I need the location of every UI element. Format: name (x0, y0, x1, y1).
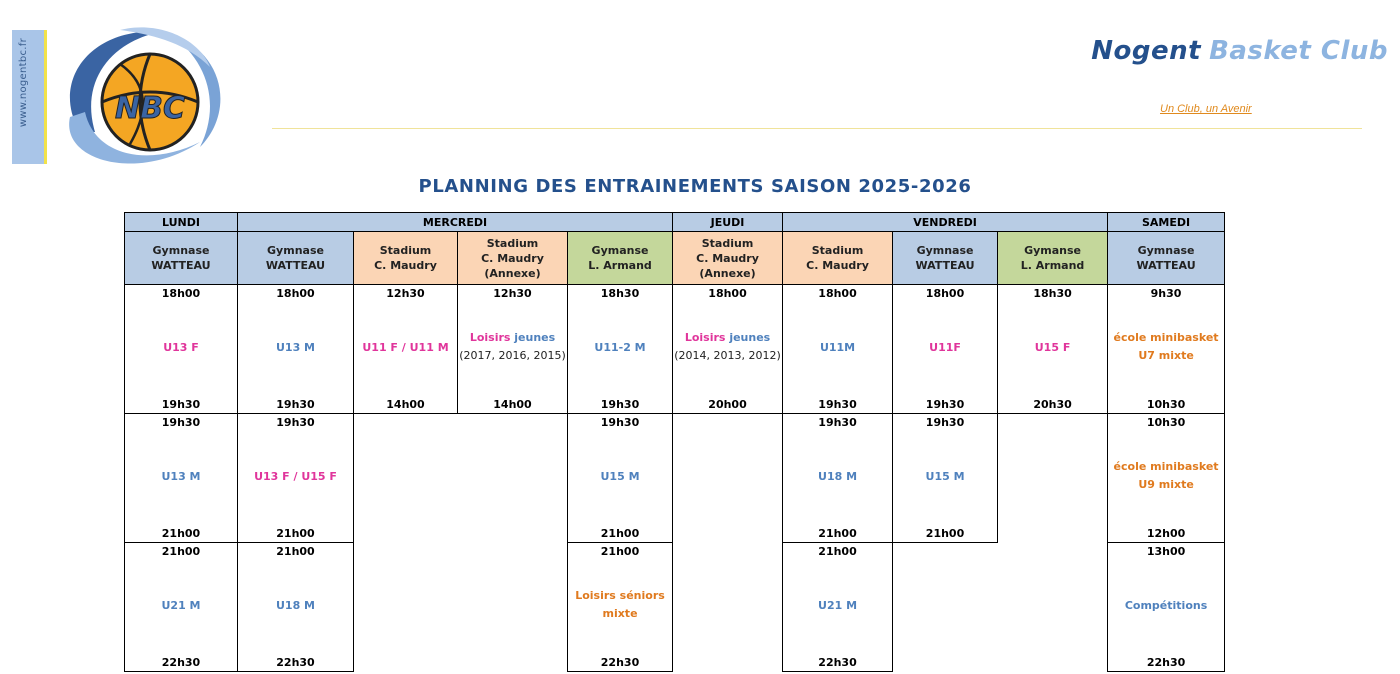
slot-team-label (568, 468, 672, 486)
training-slot (1108, 285, 1225, 414)
team-label-line: U11-2 M (594, 341, 646, 355)
day-lundi: LUNDI (125, 213, 238, 232)
slot-start-time: 19h30 (818, 416, 857, 429)
team-label-part: Loisirs (684, 331, 726, 345)
venue-header (354, 232, 458, 285)
team-label-line: Compétitions (1124, 599, 1208, 613)
team-label-line: U9 mixte (1138, 478, 1194, 492)
slot-team-label (1108, 329, 1224, 365)
slot-row (125, 414, 1225, 543)
club-name (1091, 36, 1388, 66)
team-label-part: jeunes (725, 331, 771, 345)
slot-team-label (125, 597, 237, 615)
slot-start-time: 18h00 (161, 287, 201, 300)
slot-end-time: 21h00 (600, 527, 640, 540)
slot-birth-years: (2017, 2016, 2015) (459, 349, 566, 363)
training-slot (1108, 414, 1225, 543)
slot-start-time: 21h00 (818, 545, 857, 558)
slot-start-time: 21h00 (161, 545, 201, 558)
venue-header (673, 232, 783, 285)
team-label-line: U13 M (275, 341, 315, 355)
venue-line: Stadium (486, 236, 539, 250)
empty-slot (458, 414, 568, 543)
venue-line: Stadium (811, 244, 864, 257)
header-divider (272, 128, 1362, 129)
empty-slot (354, 414, 458, 543)
slot-end-time: 20h00 (708, 398, 747, 411)
team-label-line: U13 F (163, 341, 199, 355)
slot-end-time: 21h00 (818, 527, 857, 540)
slot-start-time: 9h30 (1150, 287, 1182, 300)
venue-line: (Annexe) (699, 266, 756, 280)
slot-start-time: 12h30 (386, 287, 425, 300)
slot-team-label (238, 468, 353, 486)
venue-line: L. Armand (588, 259, 652, 272)
team-label-line: Loisirs séniors (575, 589, 665, 603)
slot-end-time: 14h00 (493, 398, 532, 411)
team-label-part: jeunes (510, 331, 556, 345)
slot-end-time: 12h00 (1146, 527, 1186, 540)
slot-team-label (568, 339, 672, 357)
empty-slot (998, 414, 1108, 543)
training-slot (998, 285, 1108, 414)
team-label-line: U13 M (161, 470, 201, 484)
venue-line: Stadium (701, 236, 754, 250)
team-label-line: U7 mixte (1138, 349, 1194, 363)
slot-team-label (783, 468, 892, 486)
slot-start-time: 18h00 (818, 287, 857, 300)
team-label-line: U18 M (275, 599, 315, 613)
slot-end-time: 22h30 (276, 656, 315, 669)
slot-team-label (893, 339, 997, 357)
slot-team-label (1108, 597, 1224, 615)
training-slot (568, 414, 673, 543)
venue-line: Stadium (379, 244, 432, 257)
slot-start-time: 21h00 (276, 545, 315, 558)
team-label-line: école minibasket (1113, 331, 1219, 345)
venue-line: Gymnase (267, 244, 324, 257)
club-name-part2: Basket Club (1209, 36, 1388, 66)
slot-team-label (238, 339, 353, 357)
slot-end-time: 22h30 (600, 656, 640, 669)
day-vendredi: VENDREDI (783, 213, 1108, 232)
empty-slot (673, 414, 783, 543)
slot-start-time: 12h30 (493, 287, 532, 300)
slot-start-time: 18h00 (925, 287, 965, 300)
team-label-line: U15 F (1034, 341, 1071, 355)
slot-team-label (354, 339, 457, 357)
team-label-line: U21 M (818, 599, 858, 613)
training-slot (238, 543, 354, 672)
venue-line: Gymanse (1024, 244, 1082, 257)
slot-team-label (125, 339, 237, 357)
nbc-logo (50, 22, 230, 170)
training-slot (458, 285, 568, 414)
venue-line: Gymanse (591, 244, 649, 257)
slot-start-time: 18h30 (600, 287, 640, 300)
venue-line: WATTEAU (915, 259, 975, 272)
empty-slot (893, 543, 998, 672)
slot-team-label (783, 339, 892, 357)
slot-end-time: 19h30 (161, 398, 201, 411)
venue-header (1108, 232, 1225, 285)
slot-start-time: 21h00 (600, 545, 640, 558)
slot-team-label (125, 468, 237, 486)
club-motto[interactable]: Un Club, un Avenir (1160, 103, 1252, 115)
slot-row (125, 543, 1225, 672)
venue-header (783, 232, 893, 285)
empty-slot (998, 543, 1108, 672)
slot-start-time: 19h30 (161, 416, 201, 429)
venue-line: Gymnase (152, 244, 210, 257)
slot-end-time: 19h30 (925, 398, 965, 411)
venue-line: WATTEAU (151, 259, 211, 272)
slot-team-label (458, 329, 567, 365)
venue-header (998, 232, 1108, 285)
venue-line: WATTEAU (1136, 259, 1196, 272)
venue-header (125, 232, 238, 285)
day-samedi: SAMEDI (1108, 213, 1225, 232)
venue-header (568, 232, 673, 285)
slot-end-time: 19h30 (276, 398, 315, 411)
team-label-line: U15 M (600, 470, 640, 484)
slot-end-time: 21h00 (925, 527, 965, 540)
team-label-part: Loisirs (469, 331, 511, 345)
empty-slot (458, 543, 568, 672)
training-slot (893, 285, 998, 414)
slot-start-time: 19h30 (276, 416, 315, 429)
venue-header (893, 232, 998, 285)
training-slot (673, 285, 783, 414)
slot-end-time: 20h30 (1033, 398, 1072, 411)
venue-line: (Annexe) (484, 266, 541, 280)
team-label-line: U11 F / U11 M (362, 341, 449, 355)
site-url: www.nogentbc.fr (18, 38, 29, 128)
training-slot (893, 414, 998, 543)
team-label-line: U21 M (161, 599, 201, 613)
training-slot (783, 414, 893, 543)
site-url-strip (12, 30, 47, 164)
venue-line: C. Maudry (806, 259, 869, 272)
training-slot (125, 414, 238, 543)
team-label-line: U11F (929, 341, 961, 355)
team-label-line: U11M (819, 341, 856, 355)
slot-start-time: 18h30 (1033, 287, 1072, 300)
slot-end-time: 19h30 (818, 398, 857, 411)
empty-slot (673, 543, 783, 672)
venue-line: Gymnase (916, 244, 974, 257)
training-slot (1108, 543, 1225, 672)
club-name-part1: Nogent (1091, 36, 1202, 66)
page-title: PLANNING DES ENTRAINEMENTS SAISON 2025-2026 (418, 176, 972, 197)
slot-birth-years: (2014, 2013, 2012) (674, 349, 781, 363)
slot-team-label (238, 597, 353, 615)
slot-end-time: 21h00 (161, 527, 201, 540)
training-slot (568, 543, 673, 672)
slot-row (125, 285, 1225, 414)
slot-team-label (1108, 458, 1224, 494)
slot-start-time: 19h30 (600, 416, 640, 429)
training-slot (125, 543, 238, 672)
slot-start-time: 10h30 (1146, 416, 1186, 429)
training-schedule-table (124, 212, 1225, 672)
slot-end-time: 22h30 (1146, 656, 1186, 669)
team-label-line: U15 M (925, 470, 965, 484)
day-header-row (125, 213, 1225, 232)
team-label-line: école minibasket (1113, 460, 1219, 474)
venue-line: L. Armand (1020, 259, 1085, 272)
venue-line: C. Maudry (481, 251, 544, 265)
training-slot (238, 285, 354, 414)
slot-end-time: 19h30 (600, 398, 640, 411)
day-mercredi: MERCREDI (238, 213, 673, 232)
venue-line: C. Maudry (696, 251, 759, 265)
training-slot (568, 285, 673, 414)
slot-start-time: 18h00 (708, 287, 747, 300)
venue-header (458, 232, 568, 285)
training-slot (783, 285, 893, 414)
slot-end-time: 14h00 (386, 398, 425, 411)
slot-team-label (568, 587, 672, 623)
slot-start-time: 13h00 (1146, 545, 1186, 558)
venue-line: C. Maudry (374, 259, 437, 272)
team-label-line: U13 F / U15 F (254, 470, 337, 484)
slot-team-label (783, 597, 892, 615)
training-slot (783, 543, 893, 672)
logo-text: NBC (115, 91, 185, 126)
venue-row (125, 232, 1225, 285)
slot-team-label (998, 339, 1107, 357)
slot-start-time: 18h00 (276, 287, 315, 300)
venue-header (238, 232, 354, 285)
training-slot (238, 414, 354, 543)
empty-slot (354, 543, 458, 672)
slot-start-time: 19h30 (925, 416, 965, 429)
training-slot (354, 285, 458, 414)
training-slot (125, 285, 238, 414)
slot-team-label (673, 329, 782, 365)
slot-end-time: 22h30 (818, 656, 857, 669)
slot-end-time: 22h30 (161, 656, 201, 669)
day-jeudi: JEUDI (673, 213, 783, 232)
team-label-line: U18 M (818, 470, 858, 484)
slot-end-time: 10h30 (1146, 398, 1186, 411)
venue-line: Gymnase (1137, 244, 1195, 257)
slot-team-label (893, 468, 997, 486)
team-label-line: mixte (602, 607, 638, 621)
venue-line: WATTEAU (265, 259, 326, 272)
slot-end-time: 21h00 (276, 527, 315, 540)
